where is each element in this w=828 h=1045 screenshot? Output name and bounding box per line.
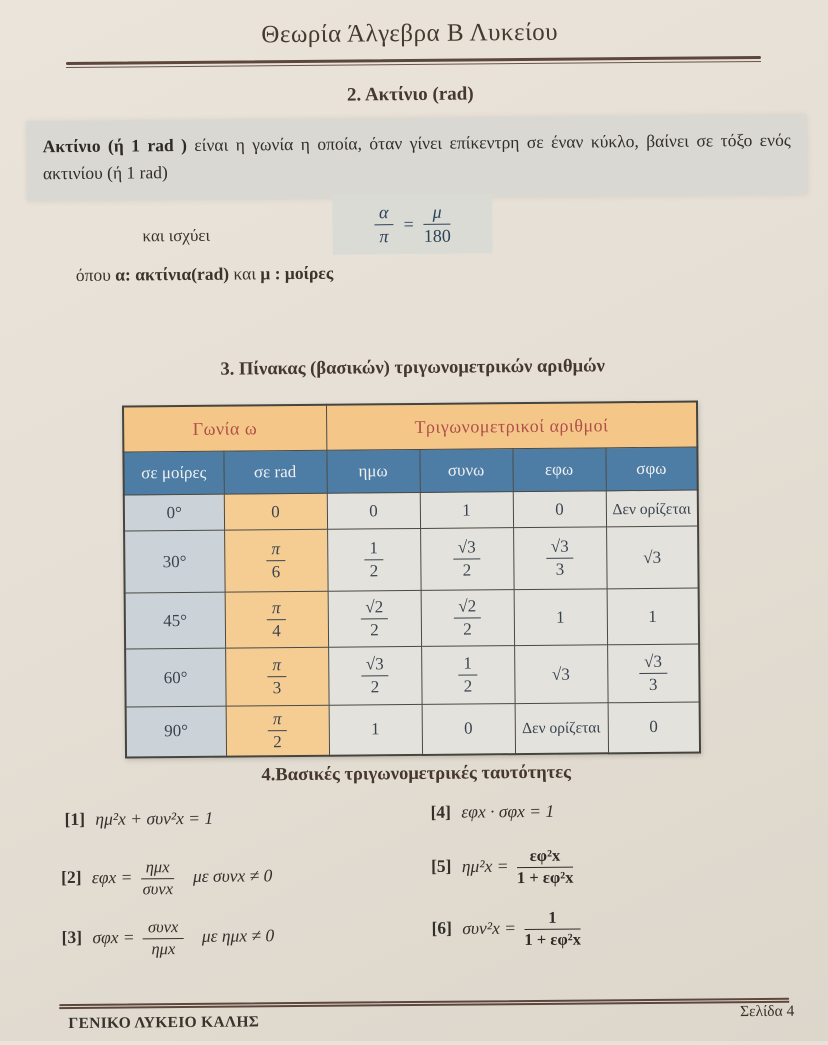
group-header-trig: Τριγωνομετρικοί αριθμοί <box>326 402 697 451</box>
cell-cos: $\frac{√2}{2}$ <box>421 590 514 647</box>
identity-2: [2] εφx = $\frac{\text{ημx}}{\text{συνx}}$ με συνx ≠ 0 <box>61 857 273 899</box>
cell-cos: 1 <box>420 492 513 529</box>
table-group-header-row <box>123 402 697 453</box>
definition-rest: είναι η γωνία η οποία, όταν γίνει επίκεντρη σε έναν κύκλο, βαίνει σε τόξο ενός ακτινίου (ή 1 rad) <box>42 129 791 184</box>
fraction: $\frac{\text{εφ²x}}{\text{1 + εφ²x}}$ <box>516 845 574 888</box>
cell-deg: 0° <box>124 494 224 531</box>
cell-cos: 0 <box>422 704 515 755</box>
cell-deg: 90° <box>126 706 226 757</box>
cell-tan: √3 <box>514 645 608 704</box>
equals-sign: = <box>403 213 414 234</box>
cell-cot: 0 <box>608 702 700 753</box>
section2-heading: 2. Ακτίνιο (rad) <box>346 83 474 106</box>
col-header-cos: συνω <box>419 449 512 493</box>
cell-sin: 0 <box>327 492 420 529</box>
trig-values-table <box>122 401 701 759</box>
radian-degree-formula <box>332 193 493 254</box>
identity-1: [1] ημ²x + συν²x = 1 <box>64 807 214 830</box>
cell-cot: Δεν ορίζεται <box>606 490 698 527</box>
cell-deg: 30° <box>124 530 225 593</box>
where-clause: όπου α: ακτίνια(rad) και μ : μοίρες <box>75 262 334 285</box>
cell-tan: Δεν ορίζεται <box>515 703 608 754</box>
cell-cot: √3 <box>606 526 699 589</box>
identity-4: [4] εφx · σφx = 1 <box>430 800 555 822</box>
footer-page-number: Σελίδα 4 <box>739 1002 795 1021</box>
footer-school-name: ΓΕΝΙΚΟ ΛΥΚΕΙΟ ΚΑΛΗΣ <box>68 1013 260 1033</box>
cell-cot: 1 <box>607 588 700 645</box>
holds-label: και ισχύει <box>142 225 211 246</box>
fraction-alpha-pi: $\frac{\alpha}{\pi}$ <box>374 202 394 247</box>
col-header-sin: ημω <box>326 449 419 493</box>
table-row <box>124 490 698 531</box>
cell-rad: $\frac{\pi}{2}$ <box>226 705 329 756</box>
fraction: $\frac{\text{συνx}}{\text{ημx}}$ <box>143 918 184 959</box>
cell-deg: 60° <box>125 648 226 707</box>
title-rule <box>66 56 761 68</box>
cell-rad: $\frac{\pi}{4}$ <box>225 591 329 648</box>
cell-tan: $\frac{√3}{3}$ <box>513 527 607 590</box>
table-row <box>126 702 700 757</box>
cell-cos: $\frac{1}{2}$ <box>421 646 515 705</box>
table-row <box>125 644 700 707</box>
identity-3: [3] σφx = $\frac{\text{συνx}}{\text{ημx}}$ με ημx ≠ 0 <box>61 917 275 959</box>
cell-rad: $\frac{\pi}{6}$ <box>224 529 328 592</box>
col-header-degrees: σε μοίρες <box>123 451 223 495</box>
cell-cot: $\frac{√3}{3}$ <box>607 644 700 703</box>
fraction-mu-180: $\frac{\mu}{180}$ <box>423 201 451 246</box>
table-row <box>124 526 699 593</box>
cell-sin: 1 <box>329 704 422 755</box>
section4-heading: 4.Βασικές τριγωνομετρικές ταυτότητες <box>261 762 572 786</box>
cell-sin: $\frac{1}{2}$ <box>327 528 421 591</box>
cell-sin: $\frac{√3}{2}$ <box>328 646 422 705</box>
page-title: Θεωρία Άλγεβρα Β Λυκείου <box>261 18 559 49</box>
col-header-tan: εφω <box>512 448 605 492</box>
section3-heading: 3. Πίνακας (βασικών) τριγωνομετρικών αριθμών <box>220 356 605 380</box>
radian-definition-box <box>27 115 808 202</box>
fraction: $\frac{1}{\text{1 + εφ²x}}$ <box>524 907 581 950</box>
col-header-cot: σφω <box>605 447 697 491</box>
cell-rad: $\frac{\pi}{3}$ <box>225 647 329 706</box>
cell-tan: 0 <box>513 491 606 528</box>
cell-deg: 45° <box>125 592 225 649</box>
group-header-angle: Γωνία ω <box>123 405 326 452</box>
cell-rad: 0 <box>224 493 327 530</box>
identity-5: [5] ημ²x = $\frac{\text{εφ²x}}{\text{1 + εφ²x}}$ <box>430 845 574 888</box>
table-column-header-row <box>123 447 697 495</box>
identity-6: [6] συν²x = $\frac{1}{\text{1 + εφ²x}}$ <box>431 907 581 950</box>
cell-sin: $\frac{√2}{2}$ <box>328 590 421 647</box>
col-header-rad: σε rad <box>223 450 326 494</box>
definition-lead: Ακτίνιο (ή 1 rad ) <box>42 134 188 157</box>
cell-tan: 1 <box>514 589 607 646</box>
cell-cos: $\frac{√3}{2}$ <box>420 528 514 591</box>
table-row <box>125 588 700 649</box>
footer-rule <box>59 998 789 1010</box>
fraction: $\frac{\text{ημx}}{\text{συνx}}$ <box>142 857 174 899</box>
